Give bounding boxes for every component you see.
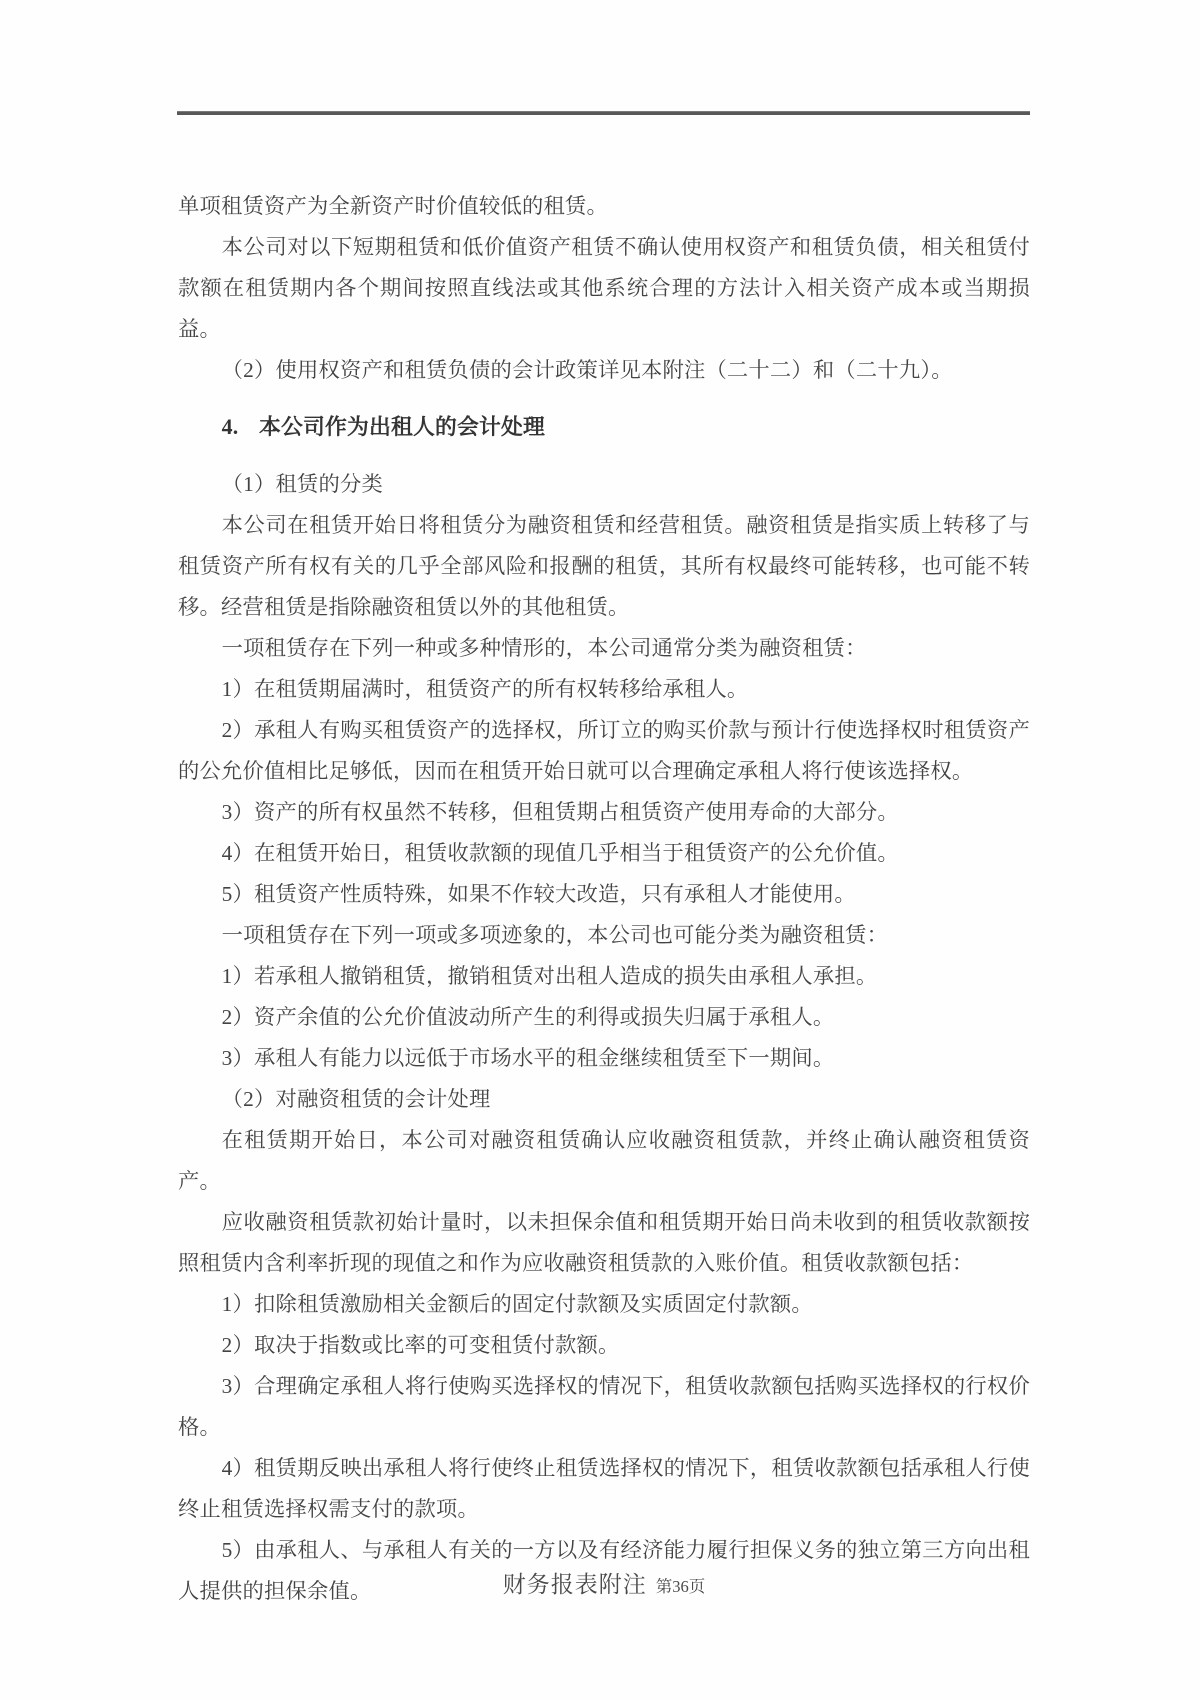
paragraph: 3）资产的所有权虽然不转移，但租赁期占租赁资产使用寿命的大部分。: [221, 800, 899, 824]
paragraph: 1）扣除租赁激励相关金额后的固定付款额及实质固定付款额。: [221, 1292, 813, 1316]
header-rule: [177, 111, 1030, 115]
section-heading-number: 4.: [221, 415, 239, 439]
paragraph: 2）承租人有购买租赁资产的选择权，所订立的购买价款与预计行使选择权时租赁资产的公允价值相比足够低，因而在租赁开始日就可以合理确定承租人将行使该选择权。: [178, 718, 1030, 783]
paragraph: 4）在租赁开始日，租赁收款额的现值几乎相当于租赁资产的公允价值。: [221, 841, 899, 865]
paragraph: 2）取决于指数或比率的可变租赁付款额。: [221, 1333, 620, 1357]
paragraph: （2）对融资租赁的会计处理: [221, 1087, 491, 1111]
document-body: [178, 186, 1030, 1612]
paragraph: 在租赁期开始日，本公司对融资租赁确认应收融资租赁款，并终止确认融资租赁资产。: [178, 1128, 1030, 1193]
paragraph: （1）租赁的分类: [221, 472, 383, 496]
paragraph: 3）合理确定承租人将行使购买选择权的情况下，租赁收款额包括购买选择权的行权价格。: [178, 1374, 1030, 1439]
section-heading: [178, 407, 1030, 448]
footer-title: 财务报表附注: [502, 1572, 647, 1597]
paragraph: 3）承租人有能力以远低于市场水平的租金继续租赁至下一期间。: [221, 1046, 835, 1070]
paragraph: 4）租赁期反映出承租人将行使终止租赁选择权的情况下，租赁收款额包括承租人行使终止租赁选择权需支付的款项。: [178, 1456, 1030, 1521]
section-heading-text: 本公司作为出租人的会计处理: [259, 415, 546, 439]
paragraph: 应收融资租赁款初始计量时，以未担保余值和租赁期开始日尚未收到的租赁收款额按照租赁内含利率折现的现值之和作为应收融资租赁款的入账价值。租赁收款额包括：: [178, 1210, 1030, 1275]
paragraph: 5）租赁资产性质特殊，如果不作较大改造，只有承租人才能使用。: [221, 882, 856, 906]
paragraph: 一项租赁存在下列一项或多项迹象的，本公司也可能分类为融资租赁：: [221, 923, 889, 947]
paragraph: 本公司在租赁开始日将租赁分为融资租赁和经营租赁。融资租赁是指实质上转移了与租赁资产所有权有关的几乎全部风险和报酬的租赁，其所有权最终可能转移，也可能不转移。经营租赁是指除融资租赁以外的其他租赁。: [178, 513, 1030, 619]
paragraph: （2）使用权资产和租赁负债的会计政策详见本附注（二十二）和（二十九）。: [221, 358, 953, 382]
paragraph: 1）若承租人撤销租赁，撤销租赁对出租人造成的损失由承租人承担。: [221, 964, 878, 988]
paragraph: 5）由承租人、与承租人有关的一方以及有经济能力履行担保义务的独立第三方向出租人提供的担保余值。: [178, 1538, 1030, 1603]
paragraph: 单项租赁资产为全新资产时价值较低的租赁。: [178, 194, 608, 218]
paragraph: 1）在租赁期届满时，租赁资产的所有权转移给承租人。: [221, 677, 749, 701]
paragraph: 2）资产余值的公允价值波动所产生的利得或损失归属于承租人。: [221, 1005, 835, 1029]
page-footer: [178, 1566, 1030, 1599]
paragraph: 本公司对以下短期租赁和低价值资产租赁不确认使用权资产和租赁负债，相关租赁付款额在租赁期内各个期间按照直线法或其他系统合理的方法计入相关资产成本或当期损益。: [178, 235, 1030, 341]
footer-page-number: 第36页: [655, 1577, 706, 1596]
paragraph: 一项租赁存在下列一种或多种情形的，本公司通常分类为融资租赁：: [221, 636, 867, 660]
